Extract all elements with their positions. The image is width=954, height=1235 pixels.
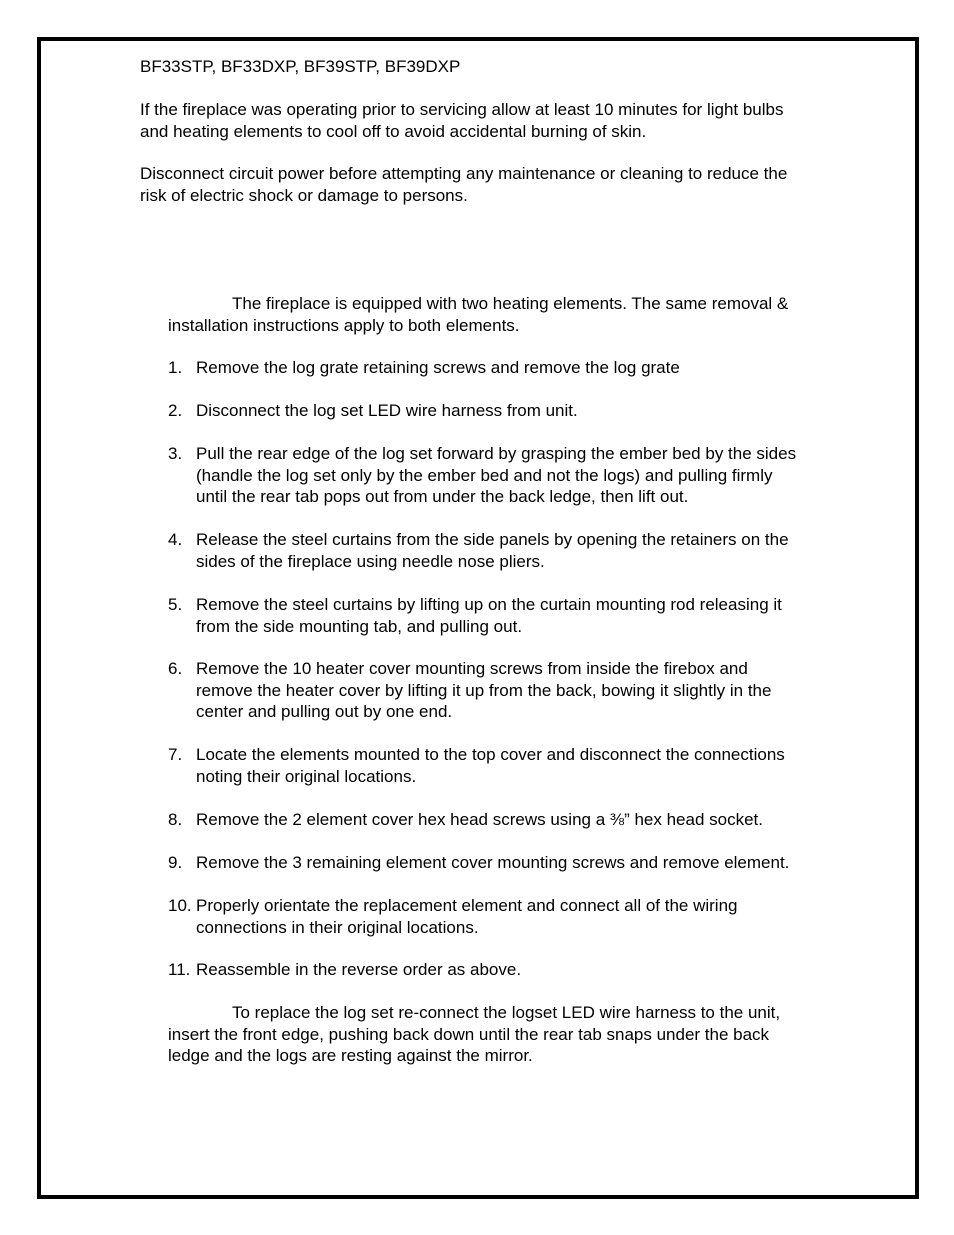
step-line: connections in their original locations. xyxy=(196,917,479,937)
step-line: Remove the 10 heater cover mounting screws from inside the firebox and xyxy=(196,659,748,678)
step-number: 11. xyxy=(168,960,191,979)
step-line: noting their original locations. xyxy=(196,766,417,786)
intro-line: installation instructions apply to both elements. xyxy=(168,315,520,335)
step-number: 9. xyxy=(168,853,183,872)
step-line: Remove the steel curtains by lifting up on the curtain mounting rod releasing it xyxy=(196,595,782,614)
step-line: Remove the log grate retaining screws and remove the log grate xyxy=(196,358,680,377)
step-line: from the side mounting tab, and pulling out. xyxy=(196,616,523,636)
step-line: (handle the log set only by the ember bed and not the logs) and pulling firmly xyxy=(196,465,773,485)
step-number: 6. xyxy=(168,659,183,678)
warning-line: If the fireplace was operating prior to servicing allow at least 10 minutes for light bulbs xyxy=(140,100,784,119)
step-line: center and pulling out by one end. xyxy=(196,702,453,721)
step-number: 7. xyxy=(168,745,183,764)
intro-line: The fireplace is equipped with two heating elements. The same removal & xyxy=(232,294,789,313)
warning-paragraph-disconnect-power xyxy=(140,163,787,206)
step-line: sides of the fireplace using needle nose pliers. xyxy=(196,551,545,571)
step-number: 2. xyxy=(168,401,183,420)
warning-line: and heating elements to cool off to avoid accidental burning of skin. xyxy=(140,121,647,141)
intro-paragraph xyxy=(168,293,788,336)
step-line: Remove the 3 remaining element cover mounting screws and remove element. xyxy=(196,853,790,872)
step-line: Remove the 2 element cover hex head screws using a ⅜” hex head socket. xyxy=(196,810,763,829)
reinstall-line: To replace the log set re-connect the logset LED wire harness to the unit, xyxy=(232,1003,781,1022)
step-number: 5. xyxy=(168,595,183,614)
step-number: 10. xyxy=(168,896,192,915)
step-number: 4. xyxy=(168,530,183,549)
model-numbers-text: BF33STP, BF33DXP, BF39STP, BF39DXP xyxy=(140,57,461,76)
step-number: 1. xyxy=(168,358,183,377)
reinstall-line: insert the front edge, pushing back down until the rear tab snaps under the back xyxy=(168,1024,770,1044)
model-numbers xyxy=(140,56,460,78)
step-line: Release the steel curtains from the side panels by opening the retainers on the xyxy=(196,530,789,549)
warning-paragraph-hot-surfaces xyxy=(140,99,784,142)
step-line: Locate the elements mounted to the top cover and disconnect the connections xyxy=(196,745,785,764)
step-line: remove the heater cover by lifting it up from the back, bowing it slightly in the xyxy=(196,680,772,700)
warning-line: Disconnect circuit power before attempting any maintenance or cleaning to reduce the xyxy=(140,164,788,183)
step-line: Properly orientate the replacement element and connect all of the wiring xyxy=(196,896,738,915)
step-line: until the rear tab pops out from under the back ledge, then lift out. xyxy=(196,487,689,506)
step-line: Reassemble in the reverse order as above. xyxy=(196,960,522,979)
warning-line: risk of electric shock or damage to persons. xyxy=(140,185,468,205)
step-number: 3. xyxy=(168,444,183,463)
step-line: Disconnect the log set LED wire harness from unit. xyxy=(196,401,578,420)
reinstall-line: ledge and the logs are resting against the mirror. xyxy=(168,1046,533,1065)
step-line: Pull the rear edge of the log set forward by grasping the ember bed by the sides xyxy=(196,444,797,463)
reinstall-paragraph xyxy=(168,1002,780,1067)
step-number: 8. xyxy=(168,810,183,829)
